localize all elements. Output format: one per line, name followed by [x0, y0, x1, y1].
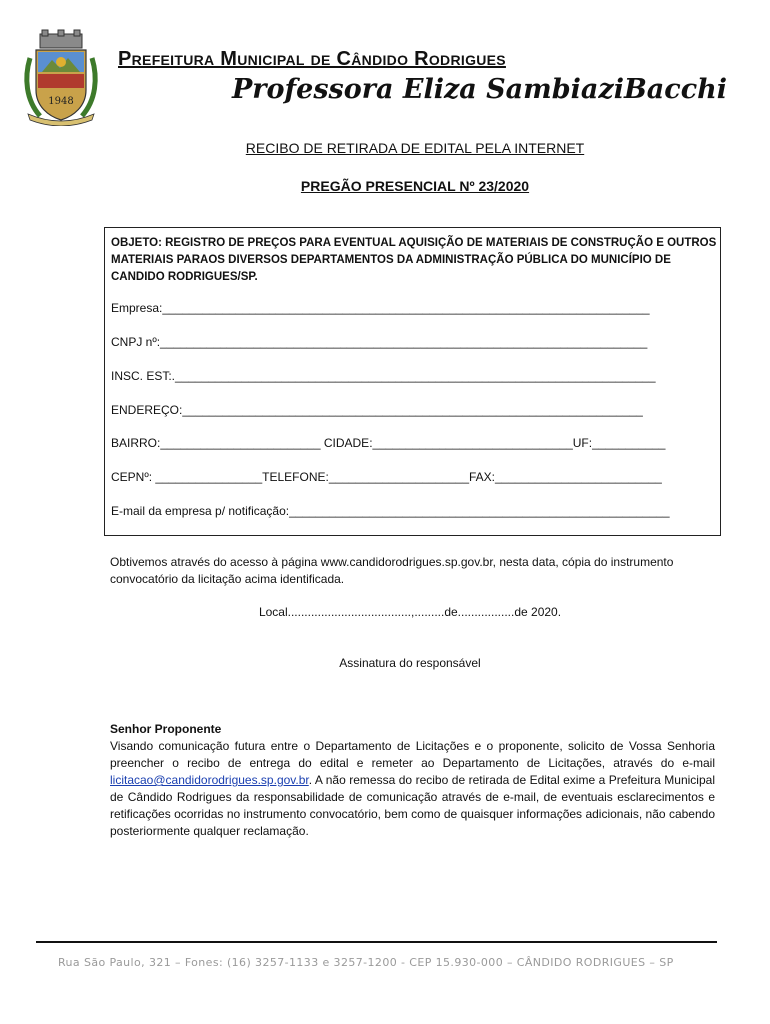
insc-est-field[interactable]: INSC. EST:.________________________________________________________________________ [111, 369, 656, 383]
bairro-cidade-uf-field[interactable]: BAIRRO:________________________ CIDADE:______________________________UF:___________ [111, 436, 666, 450]
email-link[interactable]: licitacao@candidorodrigues.sp.gov.br [110, 773, 309, 787]
obtivemos-text: Obtivemos através do acesso à página www.candidorodrigues.sp.gov.br, nesta data, cópia do instrumento convocatório da licitação acima identificada. [110, 555, 674, 586]
email-field[interactable]: E-mail da empresa p/ notificação:_________________________________________________________ [111, 504, 670, 518]
proponente-text-after: . A não remessa do recibo de retirada de Edital exime a Prefeitura Municipal de Cândido Rodrigues da responsabilidade de comunicação através de e-mail, de eventuais esclarecimentos e retificações ocorridas no instrumento convocatório, bem como de quaisquer informações adicionais, não cabendo posteriormente qualquer reclamação. [110, 773, 715, 838]
proponente-text [110, 738, 715, 840]
cep-telefone-fax-field[interactable]: CEPNº: ________________TELEFONE:_____________________FAX:_________________________ [111, 470, 662, 484]
proponente-text-before: Visando comunicação futura entre o Departamento de Licitações e o proponente, solicito de Vossa Senhoria preencher o recibo de entrega do edital e remeter ao Departamento de Licitações, através do e-mail [110, 739, 715, 770]
cnpj-field[interactable]: CNPJ nº:_________________________________________________________________________ [111, 335, 648, 349]
page-title: Prefeitura Municipal de Cândido Rodrigues [118, 48, 506, 70]
local-date-line: Local.....................................,.........de.................de 2020. [258, 605, 562, 619]
footer-address: Rua São Paulo, 321 – Fones: (16) 3257-1133 e 3257-1200 - CEP 15.930-000 – CÂNDIDO RODRIGUES – SP [58, 956, 674, 969]
footer-divider [36, 941, 717, 943]
objeto-text: OBJETO: REGISTRO DE PREÇOS PARA EVENTUAL AQUISIÇÃO DE MATERIAIS DE CONSTRUÇÃO E OUTROS MATERIAIS PARAOS DIVERSOS DEPARTAMENTOS DA ADMINISTRAÇÃO PÚBLICA DO MUNICÍPIO DE CANDIDO RODRIGUES/SP. [111, 237, 717, 283]
page-subtitle: Professora Eliza SambiaziBacchi [232, 74, 728, 105]
proponente-title: Senhor Proponente [110, 722, 222, 736]
document-heading: RECIBO DE RETIRADA DE EDITAL PELA INTERNET [245, 140, 585, 156]
empresa-field[interactable]: Empresa:_________________________________________________________________________ [111, 301, 650, 315]
municipal-crest-icon [22, 28, 100, 126]
endereco-field[interactable]: ENDEREÇO:_____________________________________________________________________ [111, 403, 643, 417]
pregao-heading: PREGÃO PRESENCIAL Nº 23/2020 [300, 178, 530, 194]
svg-text:1948: 1948 [48, 96, 74, 107]
form-box [104, 227, 721, 536]
signature-label: Assinatura do responsável [339, 656, 481, 670]
